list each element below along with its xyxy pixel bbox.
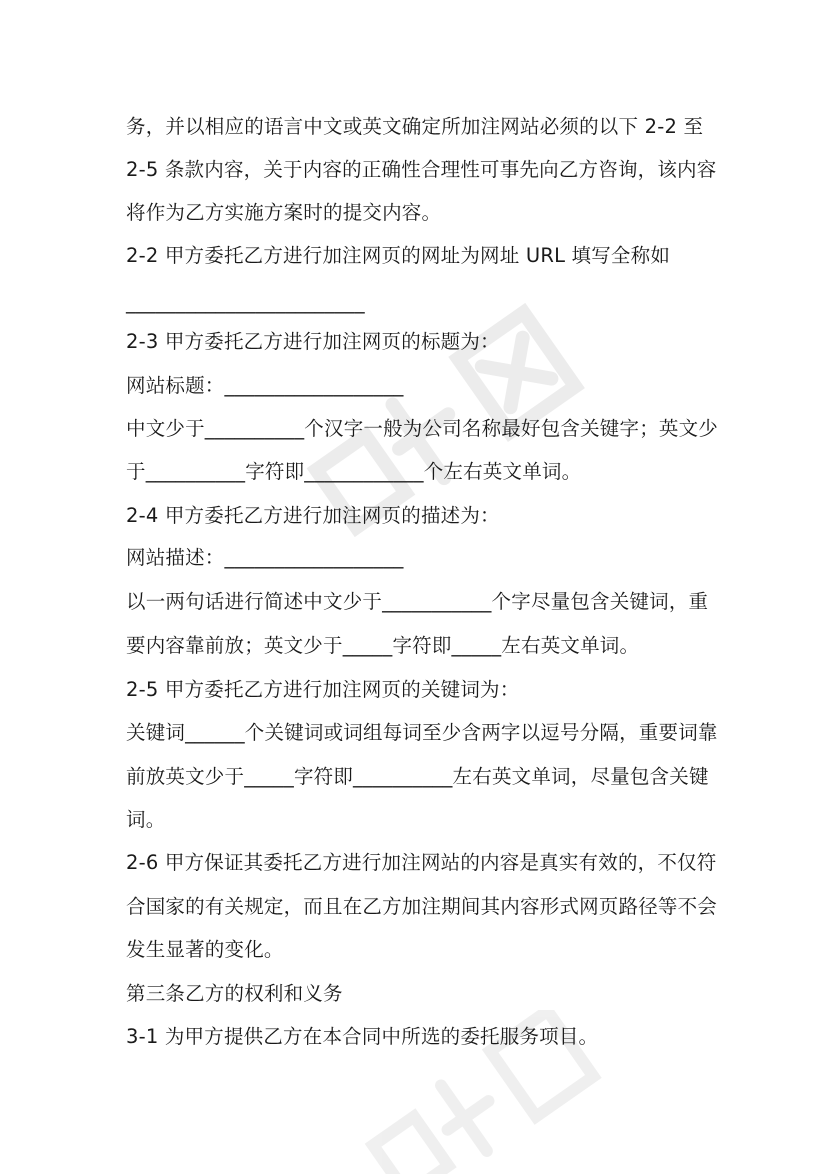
section-heading-article-3: 第三条乙方的权利和义务 [126, 982, 343, 1005]
text-line: 2-6 甲方保证其委托乙方进行加注网站的内容是真实有效的，不仅符 [126, 851, 717, 874]
text-line: 务，并以相应的语言中文或英文确定所加注网站必须的以下 2-2 至 [126, 115, 704, 138]
text-line: 3-1 为甲方提供乙方在本合同中所选的委托服务项目。 [126, 1025, 599, 1048]
text-line: 2-2 甲方委托乙方进行加注网页的网址为网址 URL 填写全称如 [126, 244, 671, 267]
site-description-field: 网站描述：__________________ [126, 546, 404, 569]
text-line: 发生显著的变化。 [126, 938, 284, 961]
text-line: 将作为乙方实施方案时的提交内容。 [126, 201, 442, 224]
text-line: 要内容靠前放；英文少于_____字符即_____左右英文单词。 [126, 634, 640, 657]
url-blank-line: ________________________ [126, 291, 365, 314]
text-line: 2-5 条款内容，关于内容的正确性合理性可事先向乙方咨询，该内容 [126, 158, 717, 181]
text-line: 以一两句话进行简述中文少于___________个字尽量包含关键词，重 [126, 590, 709, 613]
section-heading-2-4: 2-4 甲方委托乙方进行加注网页的描述为： [126, 504, 500, 527]
text-line: 关键词______个关键词或词组每词至少含两字以逗号分隔，重要词靠 [126, 721, 718, 744]
section-heading-2-3: 2-3 甲方委托乙方进行加注网页的标题为： [126, 330, 500, 353]
text-line: 前放英文少于_____字符即__________左右英文单词，尽量包含关键 [126, 765, 709, 788]
section-heading-2-5: 2-5 甲方委托乙方进行加注网页的关键词为： [126, 678, 520, 701]
text-line: 于__________字符即____________个左右英文单词。 [126, 460, 582, 483]
text-line: 词。 [126, 808, 166, 831]
text-line: 合国家的有关规定，而且在乙方加注期间其内容形式网页路径等不会 [126, 895, 718, 918]
site-title-field: 网站标题：__________________ [126, 374, 404, 397]
text-line: 中文少于__________个汉字一般为公司名称最好包含关键字；英文少 [126, 417, 719, 440]
